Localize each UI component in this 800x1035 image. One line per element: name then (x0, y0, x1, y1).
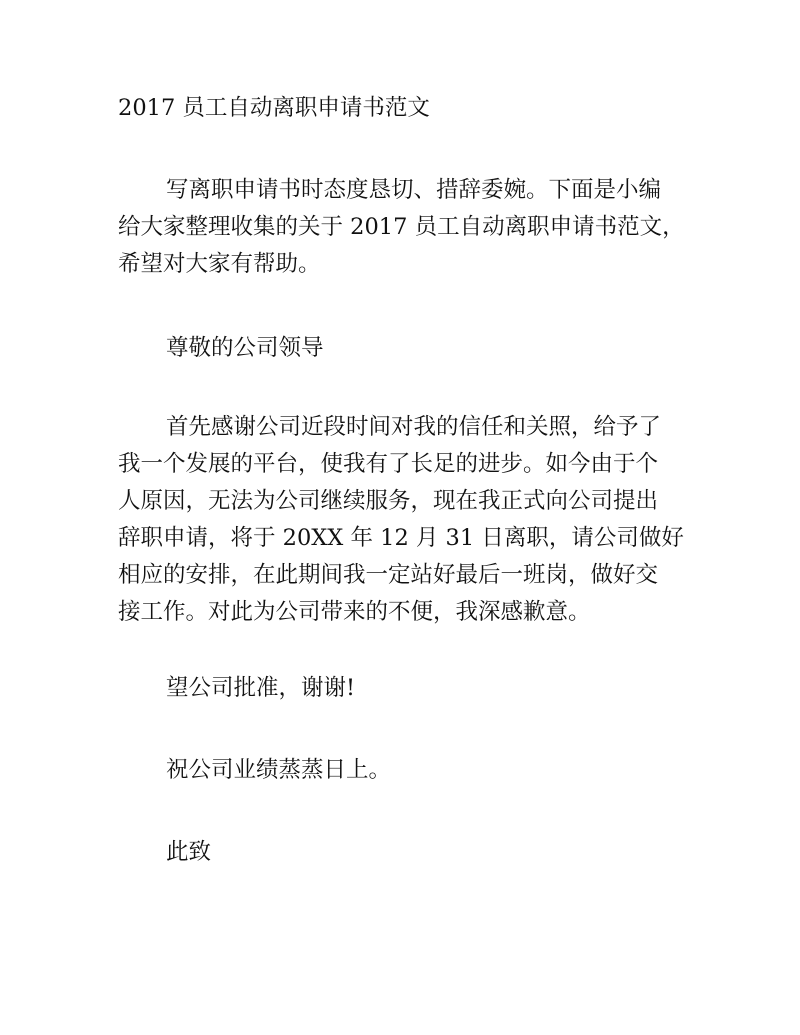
body-line: 我一个发展的平台，使我有了长足的进步。如今由于个 (118, 451, 659, 477)
intro-line: 给大家整理收集的关于 2017 员工自动离职申请书范文， (118, 214, 685, 240)
wish-text: 祝公司业绩蒸蒸日上。 (166, 757, 392, 783)
request-text: 望公司批准，谢谢! (166, 675, 356, 701)
intro-line: 希望对大家有帮助。 (118, 251, 321, 277)
salutation-text: 尊敬的公司领导 (166, 335, 324, 361)
request-paragraph (118, 670, 698, 707)
body-line: 辞职申请，将于 20XX 年 12 月 31 日离职，请公司做好 (118, 525, 684, 551)
intro-paragraph (118, 172, 698, 283)
title-text: 2017 员工自动离职申请书范文 (118, 95, 430, 121)
body-paragraph (118, 409, 698, 631)
closing-paragraph (118, 834, 698, 871)
closing-text: 此致 (166, 839, 212, 865)
body-line: 接工作。对此为公司带来的不便，我深感歉意。 (118, 599, 591, 625)
body-line: 人原因，无法为公司继续服务，现在我正式向公司提出 (118, 488, 659, 514)
document-title (118, 90, 698, 127)
body-line: 相应的安排，在此期间我一定站好最后一班岗，做好交 (118, 562, 659, 588)
intro-line: 写离职申请书时态度恳切、措辞委婉。下面是小编 (166, 177, 662, 203)
salutation-paragraph (118, 330, 698, 367)
body-line: 首先感谢公司近段时间对我的信任和关照，给予了 (166, 414, 662, 440)
wish-paragraph (118, 752, 698, 789)
